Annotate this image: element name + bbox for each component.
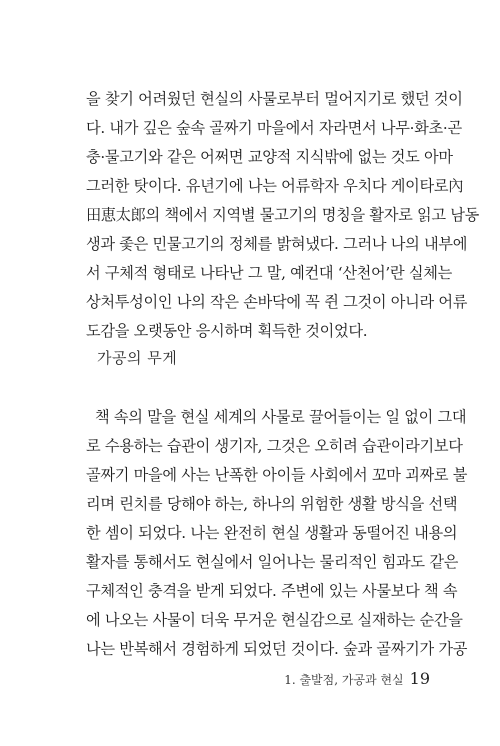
text-line: 충·물고기와 같은 어쩌면 교양적 지식밖에 없는 것도 아마 (86, 148, 453, 166)
text-line: 나는 반복해서 경험하게 되었던 것이다. 숲과 골짜기가 가공 (86, 640, 468, 658)
section-heading: 가공의 무게 (97, 349, 178, 367)
text-line: 골짜기 마을에 사는 난폭한 아이들 사회에서 꼬마 괴짜로 불 (86, 466, 468, 484)
text-line: 활자를 통해서도 현실에서 일어나는 물리적인 힘과도 같은 (86, 553, 459, 571)
text-line: 로 수용하는 습관이 생기자, 그것은 오히려 습관이라기보다 (86, 437, 463, 455)
text-line: 생과 좇은 민물고기의 정체를 밝혀냈다. 그러나 나의 내부에 (86, 235, 468, 253)
text-line: 을 찾기 어려웠던 현실의 사물로부터 멀어지기로 했던 것이 (86, 90, 463, 108)
running-chapter-title: 1. 출발점, 가공과 현실 (284, 673, 404, 687)
text-line: 다. 내가 깊은 숲속 골짜기 마을에서 자라면서 나무·화초·곤 (86, 119, 462, 137)
page-number: 19 (409, 669, 430, 688)
text-line: 한 셈이 되었다. 나는 완전히 현실 생활과 동떨어진 내용의 (86, 524, 458, 542)
page-footer (284, 670, 430, 689)
text-line: 상처투성이인 나의 작은 손바닥에 꼭 쥔 그것이 아니라 어류 (86, 293, 468, 311)
text-line: 구체적인 충격을 받게 되었다. 주변에 있는 사물보다 책 속 (86, 582, 458, 600)
text-line: 에 나오는 사물이 더욱 무거운 현실감으로 실재하는 순간을 (86, 611, 463, 629)
text-line: 서 구체적 형태로 나타난 그 말, 예컨대 ‘산천어’란 실체는 (86, 264, 452, 282)
text-line: 리며 린치를 당해야 하는, 하나의 위험한 생활 방식을 선택 (86, 495, 458, 513)
text-line: 田恵太郎의 책에서 지역별 물고기의 명칭을 활자로 읽고 남동 (86, 206, 480, 224)
text-line: 도감을 오랫동안 응시하며 획득한 것이었다. (86, 322, 368, 340)
text-line: 책 속의 말을 현실 세계의 사물로 끌어들이는 일 없이 그대 (95, 408, 467, 426)
text-line: 그러한 탓이다. 유년기에 나는 어류학자 우치다 게이타로內 (86, 177, 464, 195)
